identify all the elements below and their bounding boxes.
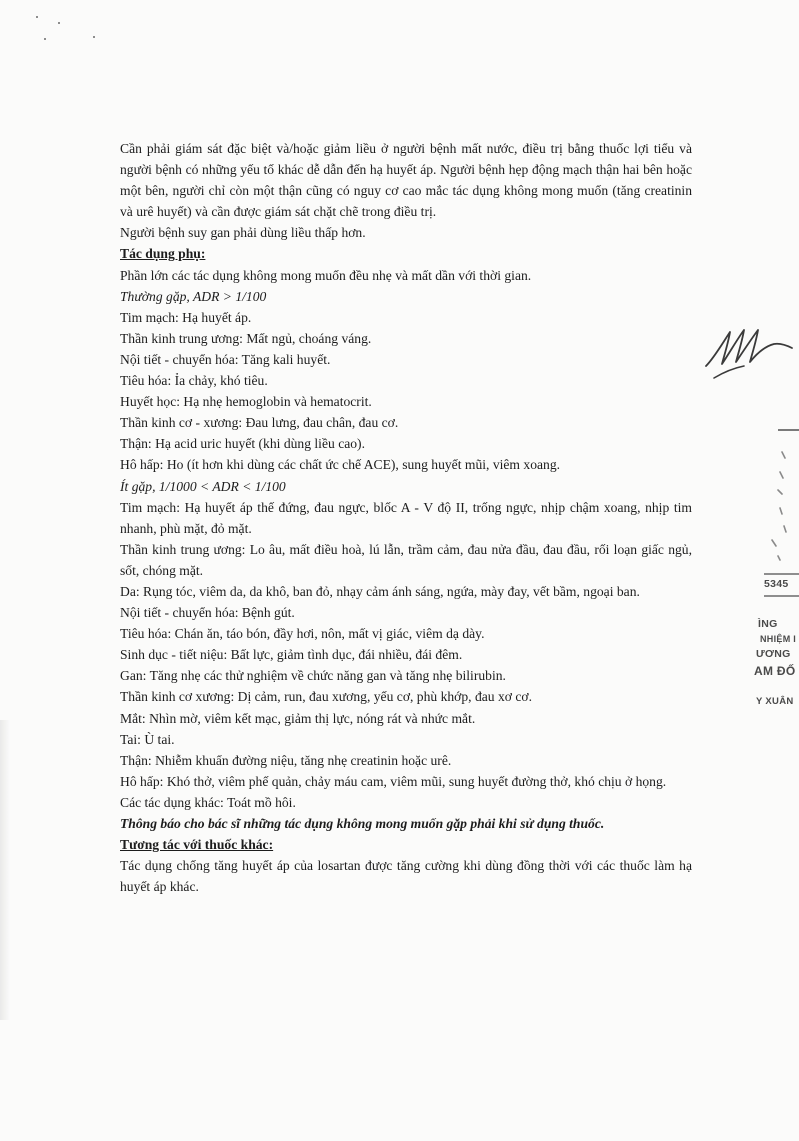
list-item: Hô hấp: Ho (ít hơn khi dùng các chất ức chế ACE), sung huyết mũi, viêm xoang.: [120, 457, 561, 473]
stamp-text-line: 5345: [764, 578, 789, 590]
list-item: Tiêu hóa: Ỉa chảy, khó tiêu.: [120, 373, 268, 389]
stamp-text-line: NHIỆM I: [760, 634, 797, 644]
signature-mark: [700, 318, 799, 388]
list-item: Sinh dục - tiết niệu: Bất lực, giảm tình dục, đái nhiều, đái đêm.: [120, 647, 463, 663]
scan-speck: [58, 22, 60, 24]
scan-speck: [93, 36, 95, 38]
list-item: Tim mạch: Hạ huyết áp thế đứng, đau ngực, blốc A - V độ II, trống ngực, nhịp chậm xoang, nhịp tim nhanh, phù mặt, đỏ mặt.: [120, 499, 692, 536]
list-item: Gan: Tăng nhẹ các thử nghiệm về chức năng gan và tăng nhẹ bilirubin.: [120, 668, 506, 684]
scan-edge-shadow: [0, 720, 10, 1020]
list-item: Nội tiết - chuyển hóa: Tăng kali huyết.: [120, 351, 331, 367]
scan-speck: [44, 38, 46, 40]
list-item: Huyết học: Hạ nhẹ hemoglobin và hematocrit.: [120, 394, 372, 410]
list-item: Thần kinh cơ - xương: Đau lưng, đau chân, đau cơ.: [120, 415, 399, 431]
list-item: Hô hấp: Khó thở, viêm phế quản, chảy máu cam, viêm mũi, sung huyết đường thở, khó chịu ở họng.: [120, 773, 667, 789]
paragraph-caution: Cần phải giám sát đặc biệt và/hoặc giảm liều ở người bệnh mất nước, điều trị bằng thuốc lợi tiểu và người bệnh có những yếu tố khác dễ dẫn đến hạ huyết áp. Người bệnh hẹp động mạch thận hai bên hoặc một bên, người chỉ còn một thận cũng có nguy cơ cao mắc tác dụng không mong muốn (tăng creatinin và urê huyết) và cần được giám sát chặt chẽ trong điều trị.: [120, 141, 692, 220]
stamp-text-line: Y XUÂN: [756, 696, 794, 707]
paragraph-side-effects-intro: Phần lớn các tác dụng không mong muốn đều nhẹ và mất dần với thời gian.: [120, 267, 532, 283]
list-item: Thận: Nhiễm khuẩn đường niệu, tăng nhẹ creatinin hoặc urê.: [120, 752, 452, 768]
list-item: Thần kinh cơ xương: Dị cảm, run, đau xương, yếu cơ, phù khớp, đau xơ cơ.: [120, 689, 532, 705]
section-heading-side-effects: Tác dụng phụ:: [120, 246, 206, 262]
subheading-common: Thường gặp, ADR > 1/100: [120, 288, 267, 304]
list-item: Nội tiết - chuyển hóa: Bệnh gút.: [120, 605, 295, 621]
stamp-text-line: ƯƠNG: [756, 648, 791, 660]
notice-report-side-effects: Thông báo cho bác sĩ những tác dụng không mong muốn gặp phải khi sử dụng thuốc.: [120, 816, 605, 831]
list-item: Da: Rụng tóc, viêm da, da khô, ban đỏ, nhạy cảm ánh sáng, ngứa, mày đay, vết bầm, ngoại ban.: [120, 583, 640, 599]
subheading-uncommon: Ít gặp, 1/1000 < ADR < 1/100: [120, 478, 286, 494]
list-item: Tim mạch: Hạ huyết áp.: [120, 309, 252, 325]
list-item: Tiêu hóa: Chán ăn, táo bón, đầy hơi, nôn, mất vị giác, viêm dạ dày.: [120, 626, 485, 642]
stamp-fragment: [752, 428, 799, 738]
paragraph-liver: Người bệnh suy gan phải dùng liều thấp hơn.: [120, 225, 366, 241]
section-heading-interactions: Tương tác với thuốc khác:: [120, 837, 274, 853]
list-item: Thần kinh trung ương: Mất ngủ, choáng váng.: [120, 330, 372, 346]
stamp-text-line: AM ĐỐ: [754, 664, 796, 678]
list-item: Mắt: Nhìn mờ, viêm kết mạc, giảm thị lực, nóng rát và nhức mắt.: [120, 710, 476, 726]
list-item: Thận: Hạ acid uric huyết (khi dùng liều cao).: [120, 436, 365, 452]
stamp-text-line: ÌNG: [758, 618, 778, 630]
paragraph-interactions: Tác dụng chống tăng huyết áp của losartan được tăng cường khi dùng đồng thời với các thuốc làm hạ huyết áp khác.: [120, 858, 692, 895]
list-item: Tai: Ù tai.: [120, 731, 175, 747]
scan-speck: [36, 16, 38, 18]
list-item: Các tác dụng khác: Toát mồ hôi.: [120, 794, 296, 810]
list-item: Thần kinh trung ương: Lo âu, mất điều hoà, lú lẫn, trầm cảm, đau nửa đầu, đau đầu, rối loạn giấc ngủ, sốt, chóng mặt.: [120, 541, 692, 578]
document-body: [120, 138, 692, 897]
